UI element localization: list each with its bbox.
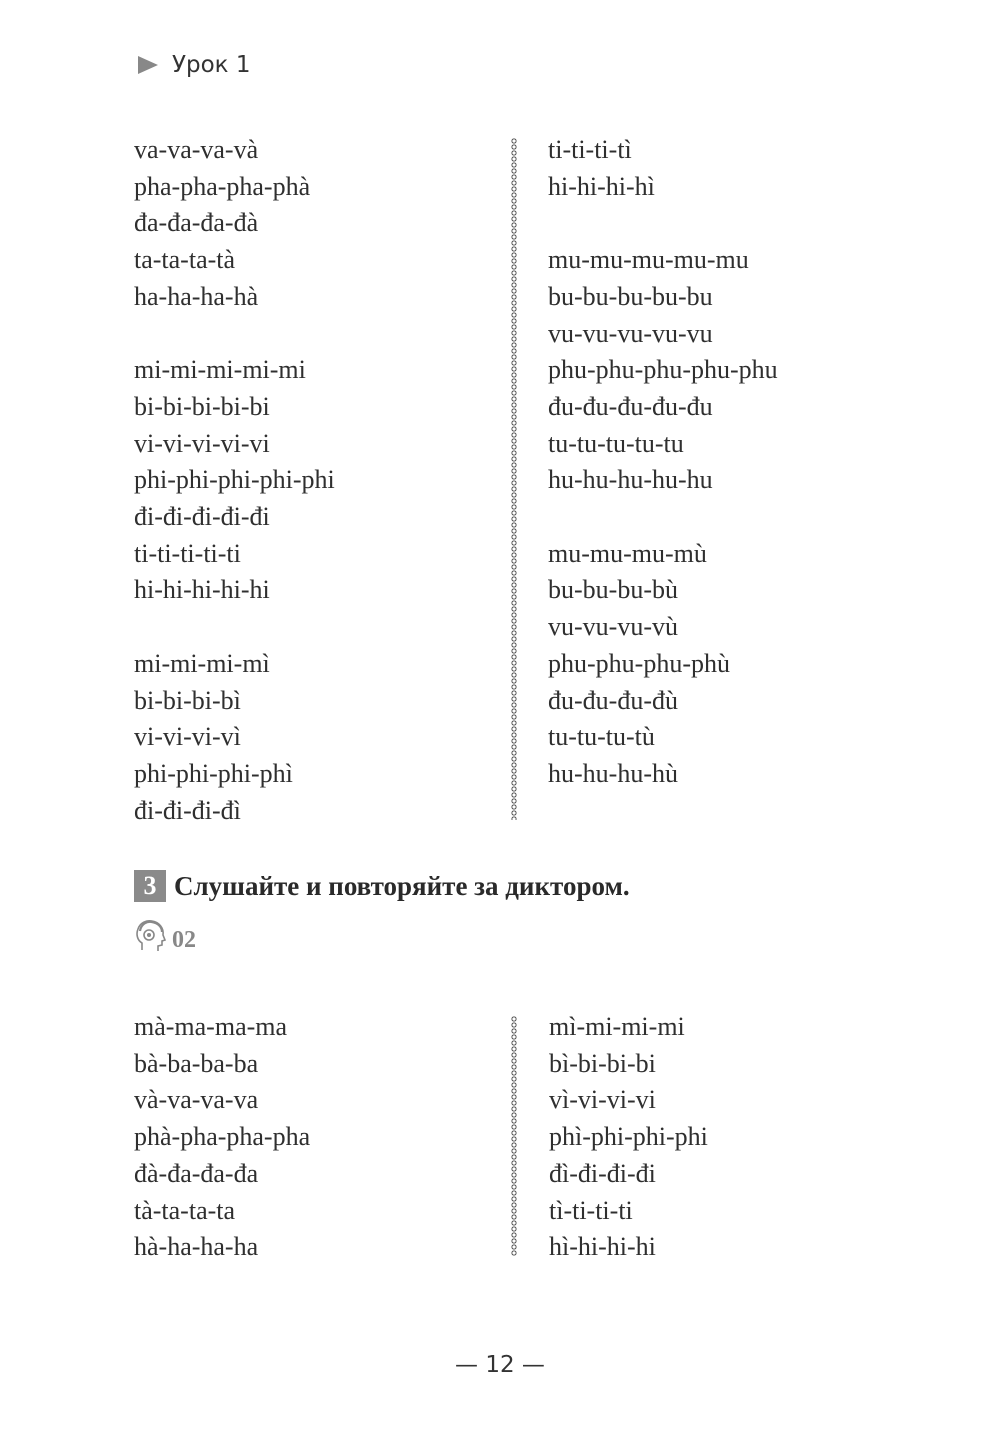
group-spacer xyxy=(134,609,335,646)
syllable-line: tà-ta-ta-ta xyxy=(134,1195,236,1225)
syllable-line: hu-hu-hu-hù xyxy=(548,758,678,788)
syllable-line: hi-hi-hi-hì xyxy=(548,171,655,201)
syllables-left-column-2 xyxy=(134,1009,310,1266)
syllable-line: tu-tu-tu-tu-tu xyxy=(548,428,684,458)
audio-track-number: 02 xyxy=(172,927,196,953)
syllable-line: va-va-va-và xyxy=(134,135,259,164)
syllable-line: đi-đi-đi-đì xyxy=(134,795,241,825)
syllable-line: đu-đu-đu-đu-đu xyxy=(548,391,713,421)
syllable-line: hu-hu-hu-hu-hu xyxy=(548,465,713,495)
page-number: — 12 — xyxy=(455,1352,545,1378)
syllable-line: đu-đu-đu-đù xyxy=(548,685,678,715)
syllable-line: mu-mu-mu-mù xyxy=(548,538,707,568)
syllable-line: và-va-va-va xyxy=(134,1085,259,1115)
syllable-line: bì-bi-bi-bi xyxy=(549,1048,656,1078)
syllable-line: phà-pha-pha-pha xyxy=(134,1122,311,1152)
syllable-line: đà-đa-đa-đa xyxy=(134,1158,259,1188)
syllable-line: mà-ma-ma-ma xyxy=(134,1012,288,1041)
syllable-line: hi-hi-hi-hi-hi xyxy=(134,575,270,605)
exercise-instruction: Слушайте и повторяйте за диктором. xyxy=(174,870,630,901)
syllable-line: bu-bu-bu-bu-bu xyxy=(548,281,713,311)
column-divider xyxy=(510,138,518,820)
syllable-line: bu-bu-bu-bù xyxy=(548,575,678,605)
syllable-line: tì-ti-ti-ti xyxy=(549,1195,633,1225)
group-spacer xyxy=(548,499,778,536)
syllable-line: mu-mu-mu-mu-mu xyxy=(548,245,749,275)
group-spacer xyxy=(548,205,778,242)
syllable-line: đi-đi-đi-đi-đi xyxy=(134,502,270,532)
syllable-line: phu-phu-phu-phu-phu xyxy=(548,355,778,385)
syllable-line: pha-pha-pha-phà xyxy=(134,171,311,201)
syllable-line: vu-vu-vu-vu-vu xyxy=(548,318,713,348)
column-divider-2 xyxy=(510,1016,518,1256)
syllable-line: tu-tu-tu-tù xyxy=(548,722,655,752)
syllable-line: ti-ti-ti-tì xyxy=(548,135,632,164)
syllables-left-column xyxy=(134,132,335,829)
syllable-line: bi-bi-bi-bi-bi xyxy=(134,391,270,421)
syllable-line: phu-phu-phu-phù xyxy=(548,648,730,678)
syllable-line: phì-phi-phi-phi xyxy=(549,1122,708,1152)
audio-track xyxy=(134,918,196,954)
syllable-line: mì-mi-mi-mi xyxy=(549,1012,685,1041)
exercise-number: 3 xyxy=(134,870,166,902)
syllable-line: vi-vi-vi-vi-vi xyxy=(134,428,270,458)
syllable-line: ta-ta-ta-tà xyxy=(134,245,236,275)
syllable-line: vi-vi-vi-vì xyxy=(134,722,241,752)
syllable-line: vì-vi-vi-vi xyxy=(549,1085,656,1115)
syllable-line: bi-bi-bi-bì xyxy=(134,685,241,715)
syllable-line: mi-mi-mi-mì xyxy=(134,648,270,678)
syllable-line: mi-mi-mi-mi-mi xyxy=(134,355,306,385)
syllable-line: ha-ha-ha-hà xyxy=(134,281,259,311)
syllable-line: bà-ba-ba-ba xyxy=(134,1048,259,1078)
exercise-heading xyxy=(134,870,630,902)
syllables-right-column-2 xyxy=(549,1009,708,1266)
syllable-line: hì-hi-hi-hi xyxy=(549,1232,656,1262)
headphones-head-icon xyxy=(134,918,168,954)
syllable-line: hà-ha-ha-ha xyxy=(134,1232,259,1262)
syllable-line: phi-phi-phi-phì xyxy=(134,758,293,788)
triangle-marker-icon xyxy=(138,56,158,74)
page-header xyxy=(138,52,251,78)
syllable-line: vu-vu-vu-vù xyxy=(548,612,678,642)
group-spacer xyxy=(134,316,335,353)
syllables-right-column xyxy=(548,132,778,793)
lesson-title: Урок 1 xyxy=(172,52,251,78)
syllable-line: đa-đa-đa-đà xyxy=(134,208,259,238)
syllable-line: phi-phi-phi-phi-phi xyxy=(134,465,335,495)
syllable-line: đì-đi-đi-đi xyxy=(549,1158,656,1188)
syllable-line: ti-ti-ti-ti-ti xyxy=(134,538,241,568)
